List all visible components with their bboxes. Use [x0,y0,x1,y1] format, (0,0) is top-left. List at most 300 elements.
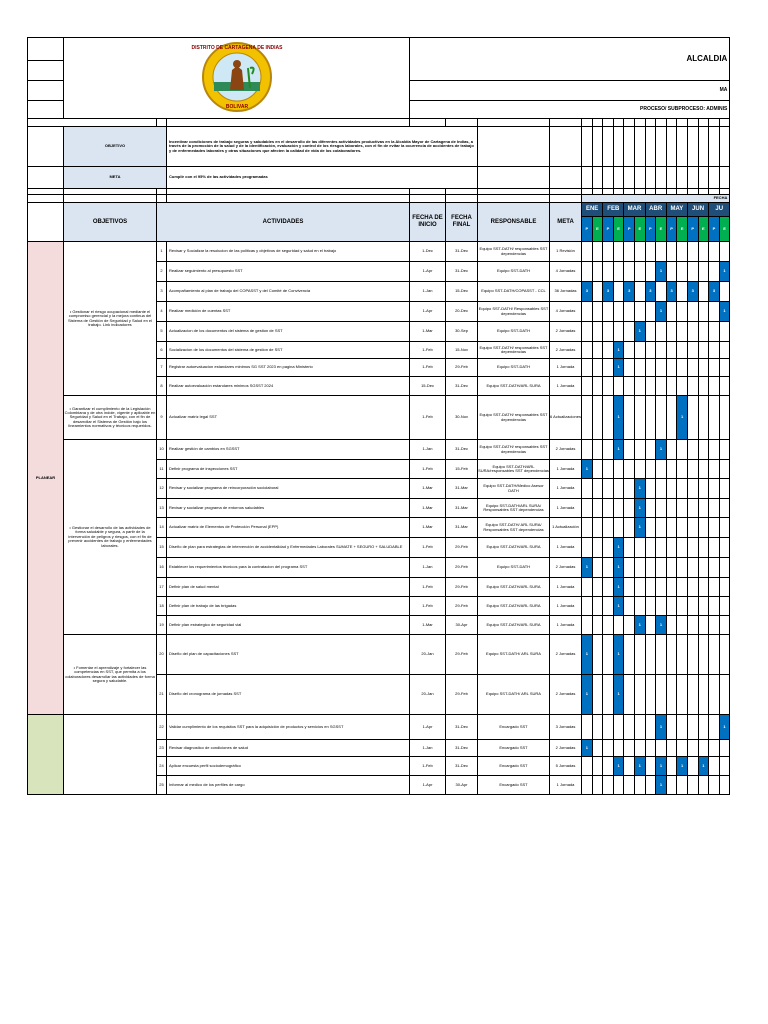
programmed-mark: 1 [613,396,624,440]
objective-group-cell: • Fomentar el aprendizaje y fortalecer las competencias en SST, que permita a los colaboradores desarrollar las actividades de forma segura y saludable. [64,635,157,715]
responsible: Encargado SST [478,776,550,795]
schedule-cell [603,479,614,499]
programmed-mark: 3 [582,282,593,302]
blank-cell [157,119,167,127]
responsible: Equipo SST-DATH/ARL SURA [478,616,550,635]
programmed-mark: 1 [582,460,593,479]
schedule-cell [698,242,709,262]
schedule-cell [709,359,720,377]
blank-cell [167,195,410,203]
blank-cell [592,127,603,167]
col-header-responsable: RESPONSABLE [478,203,550,242]
schedule-cell [582,578,593,597]
schedule-cell [709,635,720,675]
phase-cell [28,715,64,795]
schedule-cell [624,342,635,359]
schedule-cell [709,715,720,740]
goal: 1 Jornada [550,460,582,479]
schedule-cell [687,740,698,757]
activity-text: Revisar y socializar programa de entornos saludables [167,499,410,518]
schedule-cell [677,715,688,740]
blank-cell [709,127,720,167]
schedule-cell [677,377,688,396]
end-date: 29-Feb [446,675,478,715]
schedule-cell [698,715,709,740]
goal: 2 Jornadas [550,342,582,359]
programmed-mark: 1 [613,597,624,616]
schedule-cell [698,377,709,396]
goal: 1 Jornada [550,597,582,616]
programmed-mark: 1 [613,359,624,377]
blank-cell [28,119,157,127]
schedule-cell [613,460,624,479]
blank-cell [410,195,446,203]
schedule-cell [624,518,635,538]
schedule-cell [603,302,614,322]
schedule-cell [582,479,593,499]
schedule-cell [592,518,603,538]
schedule-cell [719,635,730,675]
schedule-cell [666,616,677,635]
schedule-cell [698,558,709,578]
end-date: 31-Mar [446,479,478,499]
schedule-cell [687,635,698,675]
schedule-cell [603,377,614,396]
schedule-cell [582,242,593,262]
activity-number: 1 [157,242,167,262]
blank-cell [656,167,667,189]
schedule-cell [634,440,645,460]
activity-number: 3 [157,282,167,302]
blank-cell [709,167,720,189]
goal: 36 Jornadas [550,282,582,302]
goal: 2 Jornadas [550,635,582,675]
objective-group-cell [64,715,157,795]
activity-text: Diseño del plan de capacitaciones SST [167,635,410,675]
schedule-cell [719,479,730,499]
schedule-cell [677,578,688,597]
activity-number: 2 [157,262,167,282]
activity-text: Registrar autoevaluacion estandares minimos SG SST 2023 en pagina Ministerio [167,359,410,377]
programmed-mark: 1 [656,262,667,282]
fecha-label: FECHA [582,195,730,203]
schedule-cell [603,715,614,740]
schedule-cell [645,558,656,578]
responsible: Encargado SST [478,757,550,776]
end-date: 29-Feb [446,597,478,616]
responsible: Equipo SST-DATH/ARL SURA [478,578,550,597]
schedule-cell [645,616,656,635]
schedule-cell [719,578,730,597]
schedule-cell [656,342,667,359]
programmed-mark: 1 [719,715,730,740]
schedule-cell [592,342,603,359]
blank-cell [28,127,64,167]
schedule-cell [634,359,645,377]
programmed-mark: 1 [613,675,624,715]
schedule-cell [582,757,593,776]
schedule-cell [656,282,667,302]
programmed-mark: 1 [719,262,730,282]
schedule-cell [666,302,677,322]
activity-row [28,715,730,740]
blank-cell [634,127,645,167]
schedule-cell [592,460,603,479]
schedule-cell [582,302,593,322]
schedule-cell [698,342,709,359]
schedule-cell [677,359,688,377]
schedule-cell [645,322,656,342]
schedule-cell [709,499,720,518]
start-date: 15-Dec [410,377,446,396]
schedule-cell [603,460,614,479]
activity-number: 14 [157,518,167,538]
start-date: 20-Jan [410,635,446,675]
schedule-cell [687,675,698,715]
responsible: Equipo SST-DATH/ ARL SURA [478,635,550,675]
end-date: 31-Dec [446,740,478,757]
schedule-cell [709,518,720,538]
month-header: JU [709,203,730,217]
schedule-cell [719,675,730,715]
blank-cell [410,119,446,127]
start-date: 1-Mar [410,479,446,499]
schedule-cell [719,282,730,302]
schedule-cell [719,518,730,538]
blank-cell [613,119,624,127]
schedule-cell [698,597,709,616]
schedule-cell [677,302,688,322]
schedule-cell [613,302,624,322]
schedule-cell [687,479,698,499]
blank-cell [582,119,593,127]
schedule-cell [677,675,688,715]
programmed-mark: 1 [634,616,645,635]
blank-cell [64,195,157,203]
schedule-cell [666,597,677,616]
spacer-row [28,119,730,127]
schedule-cell [624,460,635,479]
end-date: 29-Feb [446,359,478,377]
activity-number: 7 [157,359,167,377]
schedule-cell [709,342,720,359]
schedule-cell [624,578,635,597]
activity-text: Definir plan de trabajo de las brigadas [167,597,410,616]
blank-cell [478,195,550,203]
schedule-cell [677,740,688,757]
schedule-cell [687,538,698,558]
schedule-cell [666,715,677,740]
schedule-cell [645,242,656,262]
goal: 2 Jornadas [550,675,582,715]
schedule-cell [592,757,603,776]
schedule-cell [624,597,635,616]
end-date: 29-Feb [446,578,478,597]
meta-row [28,167,730,189]
activity-number: 6 [157,342,167,359]
schedule-cell [698,460,709,479]
start-date: 1-Feb [410,342,446,359]
schedule-cell [603,635,614,675]
responsible: Equipo SST-DATH/ARL SURA [478,597,550,616]
schedule-cell [709,302,720,322]
schedule-cell [698,776,709,795]
schedule-cell [677,322,688,342]
schedule-cell [592,558,603,578]
schedule-cell [592,440,603,460]
schedule-cell [656,359,667,377]
schedule-cell [592,282,603,302]
activity-text: Socializacion de los documentos del sistema de gestion de SST [167,342,410,359]
activity-text: Revisar diagnostico de condiciones de salud [167,740,410,757]
programmed-mark: 3 [645,282,656,302]
activity-number: 8 [157,377,167,396]
schedule-cell [687,499,698,518]
blank-cell [698,167,709,189]
schedule-cell [666,558,677,578]
responsible: Equipo SST-DATH/ responsables SST dependencias [478,342,550,359]
schedule-cell [634,675,645,715]
schedule-cell [634,396,645,440]
start-date: 1-Jan [410,558,446,578]
schedule-cell [687,377,698,396]
activity-number: 5 [157,322,167,342]
goal: 1 Jornada [550,377,582,396]
schedule-cell [656,635,667,675]
schedule-cell [656,322,667,342]
schedule-cell [603,558,614,578]
activity-number: 18 [157,597,167,616]
schedule-cell [687,242,698,262]
schedule-cell [698,359,709,377]
schedule-cell [645,302,656,322]
blank-cell [592,119,603,127]
schedule-cell [719,558,730,578]
blank-cell [677,127,688,167]
start-date: 1-Jan [410,440,446,460]
responsible: Equipo SST-DATH/Medico Asesor DATH [478,479,550,499]
schedule-cell [582,518,593,538]
responsible: Equipo SST-DATH/ARL SURA/responsables SST dependencias [478,460,550,479]
schedule-cell [709,776,720,795]
programmed-mark: 1 [634,322,645,342]
activity-text: Realizar seguimiento al presupuesto SST [167,262,410,282]
schedule-cell [709,616,720,635]
schedule-cell [613,242,624,262]
programmed-mark: 1 [582,675,593,715]
blank-cell [582,167,593,189]
schedule-cell [656,460,667,479]
blank-cell [446,195,478,203]
activity-text: Validar cumplimiento de los requisitos SST para la adquisición de productos y servicios en SGSST [167,715,410,740]
blank-cell [550,127,582,167]
blank-cell [645,167,656,189]
schedule-cell [719,757,730,776]
goal: 4 Jornadas [550,302,582,322]
blank-cell [613,167,624,189]
activity-number: 11 [157,460,167,479]
schedule-cell [624,715,635,740]
responsible: Equipo SST-DATH [478,359,550,377]
schedule-cell [603,740,614,757]
schedule-cell [624,440,635,460]
schedule-cell [656,518,667,538]
process-label: PROCESO/ SUBPROCESO: ADMINIS [410,101,730,119]
programmed-mark: 1 [656,616,667,635]
schedule-cell [719,377,730,396]
executed-header: E [634,217,645,242]
schedule-cell [645,715,656,740]
activity-text: Revisar y socializar programa de reincorporación sociolaboral [167,479,410,499]
executed-header: E [656,217,667,242]
schedule-cell [677,635,688,675]
schedule-cell [582,359,593,377]
goal: 1 Actualización [550,518,582,538]
schedule-cell [719,597,730,616]
activity-text: Definir plan estrategico de seguridad vial [167,616,410,635]
schedule-cell [709,538,720,558]
blank-cell [624,119,635,127]
schedule-cell [613,776,624,795]
schedule-cell [666,396,677,440]
schedule-cell [582,342,593,359]
phase-cell: PLANEAR [28,242,64,715]
schedule-cell [624,616,635,635]
responsible: Equipo SST-DATH/ ARL SURA/ Responsables SST dependencias [478,518,550,538]
start-date: 1-Mar [410,616,446,635]
activity-number: 25 [157,776,167,795]
end-date: 31-Mar [446,518,478,538]
end-date: 30-Sep [446,322,478,342]
schedule-cell [603,342,614,359]
blank-cell [719,167,730,189]
schedule-cell [603,440,614,460]
schedule-cell [613,499,624,518]
schedule-cell [603,359,614,377]
schedule-cell [656,578,667,597]
programmed-header: P [624,217,635,242]
schedule-cell [677,479,688,499]
end-date: 15-Dec [446,282,478,302]
goal: 2 Jornadas [550,558,582,578]
document-title: ALCALDIA [410,38,730,81]
schedule-cell [719,776,730,795]
activity-text: Realizar gestión de cambios en SGSST [167,440,410,460]
blank-cell [698,119,709,127]
responsible: Equipo SST-DATH/ responsables SST dependencias [478,396,550,440]
blank-cell [687,127,698,167]
start-date: 1-Apr [410,262,446,282]
schedule-cell [592,499,603,518]
activity-number: 13 [157,499,167,518]
goal: 1 Jornada [550,776,582,795]
month-header: ABR [645,203,666,217]
goal: 1 Jornada [550,499,582,518]
schedule-cell [645,538,656,558]
schedule-cell [603,776,614,795]
schedule-cell [634,538,645,558]
goal: 1 Jornada [550,616,582,635]
schedule-cell [592,578,603,597]
end-date: 15-Feb [446,460,478,479]
schedule-cell [656,597,667,616]
start-date: 1-Apr [410,302,446,322]
activity-number: 15 [157,538,167,558]
programmed-mark: 1 [613,538,624,558]
programmed-mark: 1 [656,302,667,322]
programmed-mark: 1 [656,440,667,460]
blank-cell [550,195,582,203]
schedule-cell [698,518,709,538]
goal: 1 Revisión [550,242,582,262]
schedule-cell [719,616,730,635]
schedule-cell [666,518,677,538]
schedule-cell [592,359,603,377]
schedule-cell [698,322,709,342]
programmed-mark: 1 [634,757,645,776]
executed-header: E [698,217,709,242]
schedule-cell [624,262,635,282]
schedule-cell [666,776,677,795]
schedule-cell [582,538,593,558]
activity-number: 10 [157,440,167,460]
meta-text: Cumplir con el 95% de las actividades programadas [167,167,478,189]
programmed-mark: 1 [656,757,667,776]
responsible: Equipo SST-DATH [478,262,550,282]
blank-cell [603,167,614,189]
schedule-cell [592,635,603,675]
programmed-mark: 1 [677,396,688,440]
schedule-cell [687,396,698,440]
activity-row [28,396,730,440]
objective-row [28,127,730,167]
schedule-cell [645,675,656,715]
schedule-cell [709,262,720,282]
schedule-cell [645,597,656,616]
schedule-cell [698,635,709,675]
schedule-cell [687,715,698,740]
start-date: 1-Feb [410,396,446,440]
schedule-cell [645,518,656,538]
schedule-cell [666,479,677,499]
schedule-cell [719,499,730,518]
schedule-cell [634,578,645,597]
blank-cell [624,167,635,189]
schedule-cell [592,479,603,499]
schedule-cell [592,302,603,322]
schedule-cell [613,518,624,538]
blank-cell [167,119,410,127]
programmed-mark: 1 [677,757,688,776]
end-date: 20-Dec [446,302,478,322]
programmed-mark: 1 [613,342,624,359]
schedule-cell [709,558,720,578]
activity-number: 21 [157,675,167,715]
objective-group-cell: • Garantizar el cumplimiento de la Legislación Colombiana y de otra índole, vigente y aplicable en Seguridad y Salud en el Trabajo, con el fin de desarrollar el Sistema de Gestión bajo los lineamientos normativos y técnicos requeridos. [64,396,157,440]
objective-text: Incentivar condiciones de trabajo seguras y saludables en el desarrollo de las diferentes actividades productivas en la Alcaldía Mayor de Cartagena de Indias, a través de la promoción de la salud y de la identificación, evaluación y control de los riesgos laborales, con el fin de evitar la ocurrencia de accidentes de trabajo y de enfermedades laborales y otras situaciones que afecten la calidad de vida de los colaboradores. [167,127,478,167]
schedule-cell [709,322,720,342]
executed-header: E [592,217,603,242]
schedule-cell [624,396,635,440]
schedule-cell [624,322,635,342]
start-date: 1-Jan [410,282,446,302]
schedule-cell [603,538,614,558]
blank-cell [603,119,614,127]
schedule-cell [666,262,677,282]
schedule-cell [666,757,677,776]
schedule-cell [698,262,709,282]
schedule-cell [698,396,709,440]
